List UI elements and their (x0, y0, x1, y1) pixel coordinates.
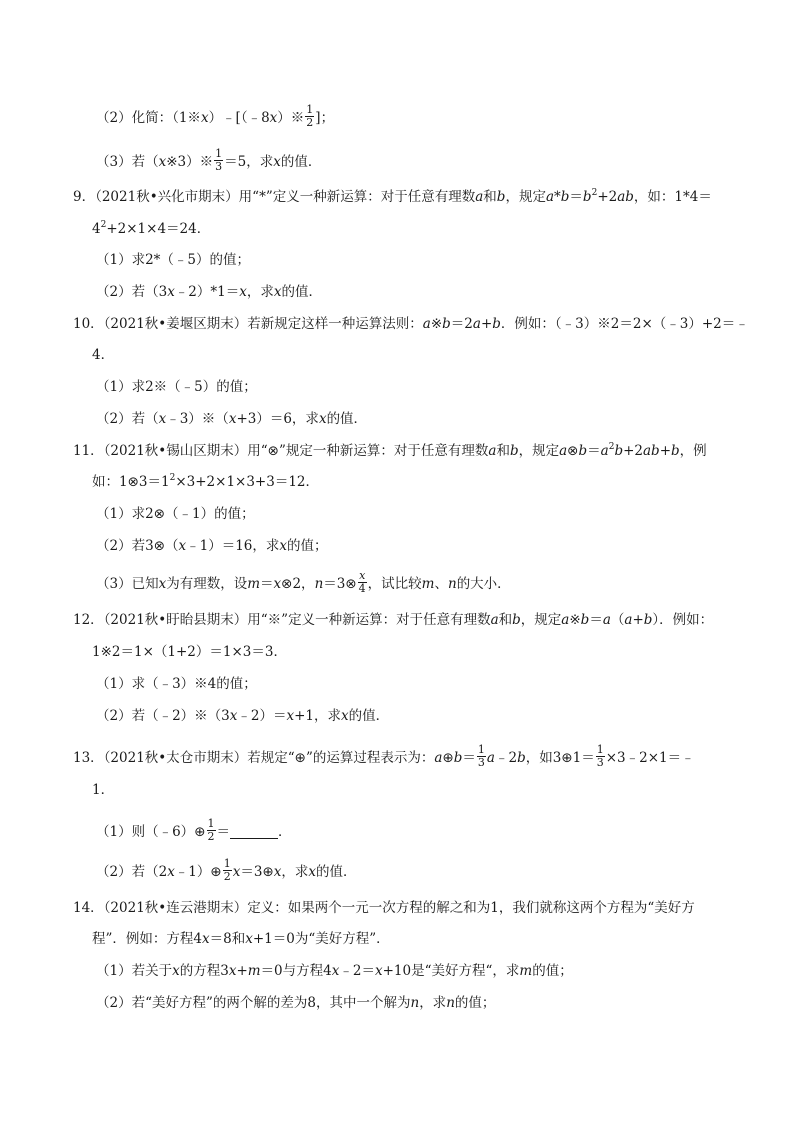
problem-14-part-2: （2）若“美好方程”的两个解的差为8，其中一个解为n，求n的值； (96, 995, 496, 1011)
problem-13-stem-cont: 1． (92, 782, 115, 798)
prev-problem-part-2: （2）化简：（1※x）﹣[（﹣8x）※ $\frac{1}{2}$ ]； (96, 103, 335, 129)
problem-13-stem: 13．（2021秋•太仓市期末）若规定“⊕”的运算过程表示为：a⊕b＝ $\frac{1}{3}$ a﹣2b，如3⊕1＝ $\frac{1}{3}$ ×3﹣2×1＝﹣ (73, 743, 695, 769)
problem-14-part-1: （1）若关于x的方程3x+m＝0与方程4x﹣2＝x+10是“美好方程“，求m的值； (96, 963, 573, 979)
prev-problem-part-3: （3）若（x※3）※ $\frac{1}{3}$ ＝5，求x的值． (96, 147, 322, 173)
fraction-third: $\frac{1}{3}$ (215, 147, 223, 173)
problem-12-stem-cont: 1※2＝1×（1+2）＝1×3＝3． (92, 644, 287, 660)
problem-12-part-2: （2）若（﹣2）※（3x﹣2）＝x+1，求x的值． (96, 708, 390, 724)
problem-9-stem-cont: $4^2+2\times 1\times 4=24$． (92, 220, 211, 237)
fraction-x-over-4: $\frac{x}{4}$ (358, 569, 366, 595)
problem-11-part-3: （3）已知x为有理数，设m＝x⊗2，n＝3⊗ $\frac{x}{4}$ ，试比较m、n的大小． (96, 569, 511, 595)
fraction-half: $\frac{1}{2}$ (306, 103, 314, 129)
answer-blank[interactable] (230, 824, 278, 839)
problem-12-part-1: （1）求（﹣3）※4的值； (96, 676, 257, 692)
problem-10-stem: 10．（2021秋•姜堰区期末）若新规定这样一种运算法则：a※b＝2a+b．例如：（﹣3）※2＝2×（﹣3）+2＝﹣ (73, 316, 749, 332)
problem-9-part-1: （1）求2*（﹣5）的值； (96, 252, 251, 268)
problem-13-part-2: （2）若（2x﹣1）⊕ $\frac{1}{2}$ x＝3⊕x，求x的值． (96, 857, 357, 883)
problem-11-stem-cont: 如：$1\otimes 3=1^2\times 3+2\times 1\times 3+3=12$． (92, 473, 320, 490)
problem-14-stem: 14．（2021秋•连云港期末）定义：如果两个一元一次方程的解之和为1，我们就称这两个方程为“美好方 (73, 900, 695, 916)
problem-14-stem-cont: 程”．例如：方程4x＝8和x+1＝0为“美好方程”． (92, 931, 390, 947)
problem-12-stem: 12．（2021秋•盱眙县期末）用“※”定义一种新运算：对于任意有理数a和b，规定a※b＝a（a+b）．例如： (73, 612, 714, 628)
problem-11-part-2: （2）若3⊗（x﹣1）＝16，求x的值； (96, 538, 328, 554)
problem-11-stem: 11．（2021秋•锡山区期末）用“⊗”规定一种新运算：对于任意有理数a和b，规定$a\otimes b=a^2b+2ab+b$，例 (73, 442, 707, 459)
problem-9-part-2: （2）若（3x﹣2）*1＝x，求x的值． (96, 284, 322, 300)
problem-9-stem: 9．（2021秋•兴化市期末）用“*”定义一种新运算：对于任意有理数a和b，规定$a*b=b^2+2ab$，如：1*4＝ (73, 188, 712, 205)
problem-10-stem-cont: 4． (92, 347, 115, 363)
problem-10-part-1: （1）求2※（﹣5）的值； (96, 379, 257, 395)
problem-11-part-1: （1）求2⊗（﹣1）的值； (96, 506, 255, 522)
problem-13-part-1: （1）则（﹣6）⊕ $\frac{1}{2}$ ＝ ． (96, 817, 292, 843)
problem-10-part-2: （2）若（x﹣3）※（x+3）＝6，求x的值． (96, 411, 368, 427)
